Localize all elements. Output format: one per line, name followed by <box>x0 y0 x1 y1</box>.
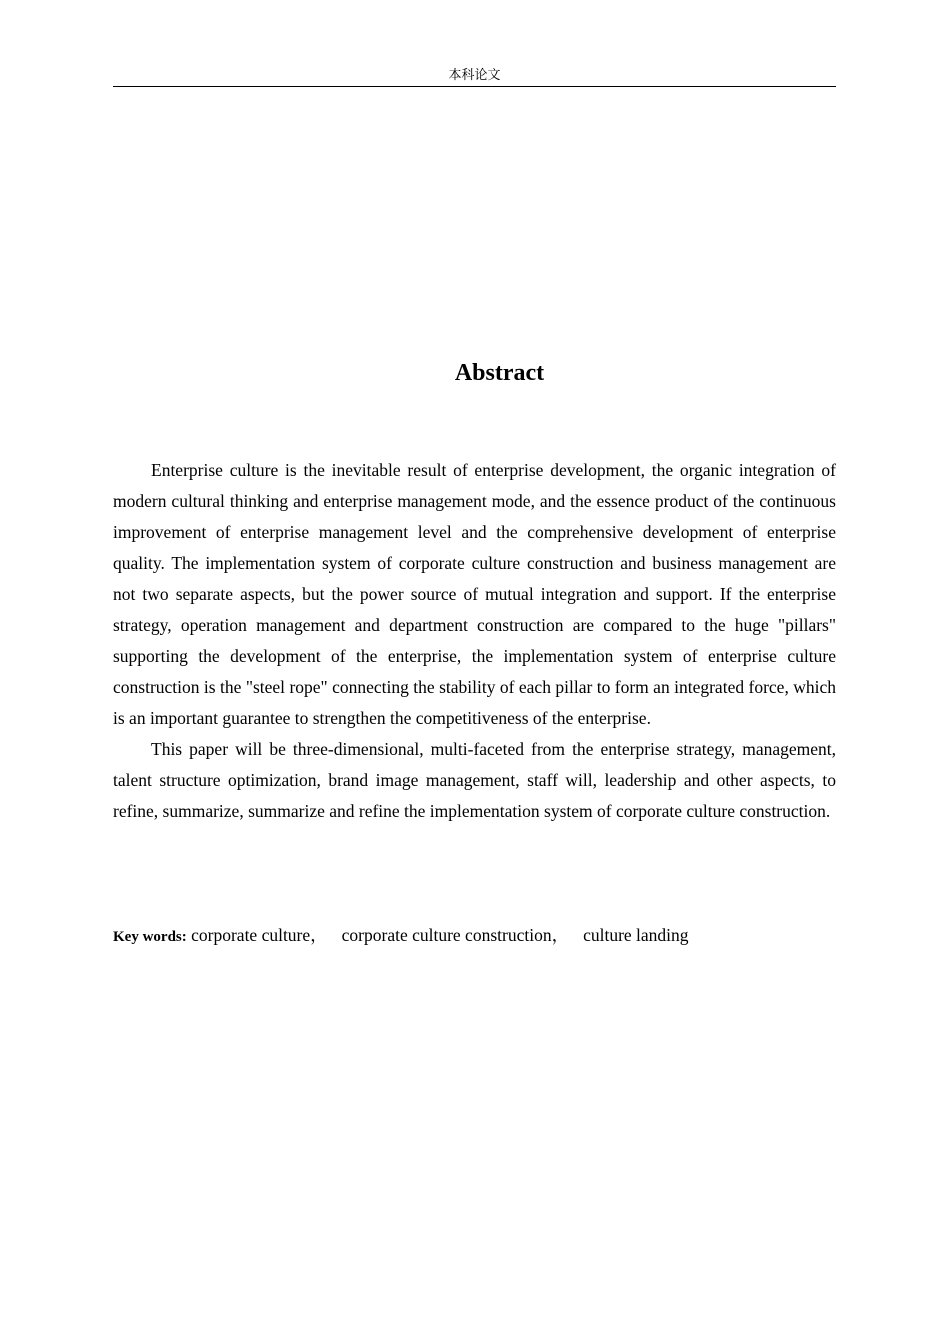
keyword-item: corporate culture construction <box>341 925 552 945</box>
keyword-separator: ， <box>310 925 328 945</box>
keyword-item: culture landing <box>583 925 689 945</box>
keyword-item: corporate culture <box>191 925 311 945</box>
keyword-separator: ， <box>551 925 570 945</box>
abstract-title: Abstract <box>454 360 545 386</box>
keywords-line <box>113 920 836 953</box>
abstract-body <box>113 455 836 827</box>
abstract-paragraph-2: This paper will be three-dimensional, multi-faceted from the enterprise strategy, management, talent structure optimization, brand image management, staff will, leadership and other aspects, to refine, summarize, summarize and refine the implementation system of corporate culture construction. <box>113 739 836 821</box>
page-header: 本科论文 <box>113 66 836 87</box>
abstract-paragraph-1: Enterprise culture is the inevitable result of enterprise development, the organic integration of modern cultural thinking and enterprise management mode, and the essence product of the continuous improvement of enterprise management level and the comprehensive development of enterprise quality. The implementation system of corporate culture construction and business management are not two separate aspects, but the power source of mutual integration and support. If the enterprise strategy, operation management and department construction are compared to the huge "pillars" supporting the development of the enterprise, the implementation system of enterprise culture construction is the "steel rope" connecting the stability of each pillar to form an integrated force, which is an important guarantee to strengthen the competitiveness of the enterprise. <box>113 460 836 728</box>
keywords-label: Key words: <box>113 929 187 945</box>
